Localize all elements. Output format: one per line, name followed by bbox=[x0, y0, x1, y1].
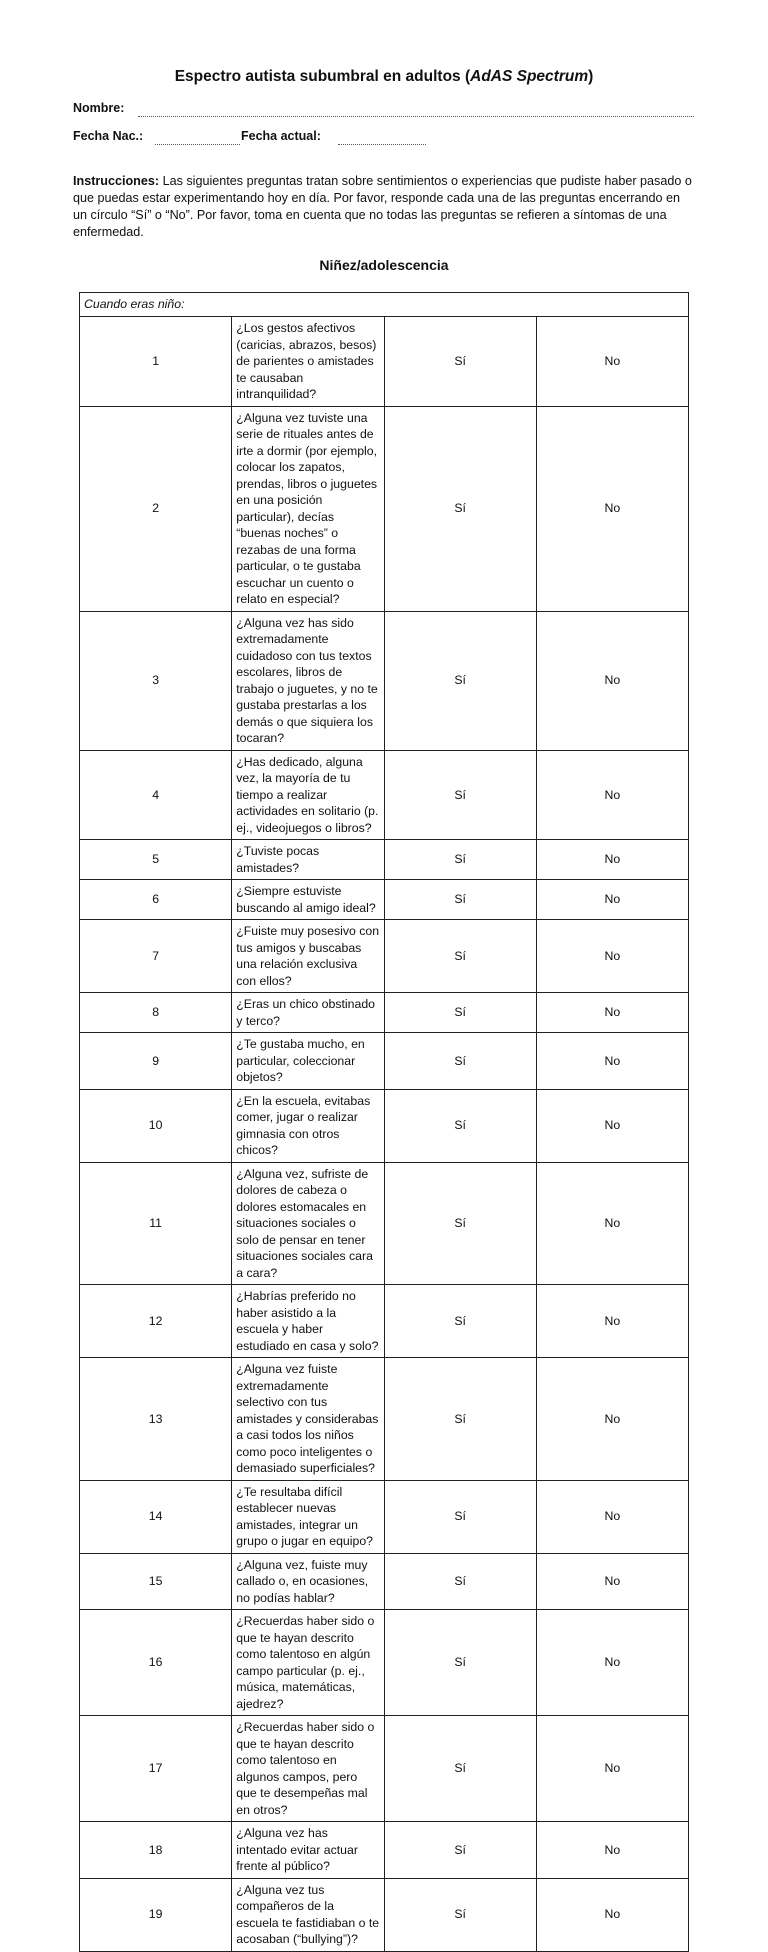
title-italic: AdAS Spectrum bbox=[470, 68, 589, 85]
question-number: 13 bbox=[80, 1358, 232, 1481]
table-row bbox=[80, 920, 689, 993]
question-text: ¿Habrías preferido no haber asistido a la escuela y haber estudiado en casa y solo? bbox=[232, 1285, 384, 1358]
question-text: ¿Eras un chico obstinado y terco? bbox=[232, 993, 384, 1033]
answer-yes-option[interactable]: Sí bbox=[384, 1480, 536, 1553]
question-number: 15 bbox=[80, 1553, 232, 1610]
question-number: 16 bbox=[80, 1610, 232, 1716]
nombre-field[interactable] bbox=[138, 116, 694, 117]
answer-no-option[interactable]: No bbox=[536, 993, 688, 1033]
answer-no-option[interactable]: No bbox=[536, 1162, 688, 1285]
answer-yes-option[interactable]: Sí bbox=[384, 1089, 536, 1162]
answer-no-option[interactable]: No bbox=[536, 317, 688, 407]
title-end: ) bbox=[588, 68, 594, 85]
answer-yes-option[interactable]: Sí bbox=[384, 840, 536, 880]
answer-no-option[interactable]: No bbox=[536, 1033, 688, 1090]
answer-no-option[interactable]: No bbox=[536, 1285, 688, 1358]
answer-no-option[interactable]: No bbox=[536, 1480, 688, 1553]
table-row bbox=[80, 1358, 689, 1481]
answer-yes-option[interactable]: Sí bbox=[384, 1553, 536, 1610]
answer-yes-option[interactable]: Sí bbox=[384, 993, 536, 1033]
instructions-paragraph bbox=[73, 173, 693, 241]
question-text: ¿Alguna vez has sido extremadamente cuidadoso con tus textos escolares, libros de trabajo o juguetes, y no te gustaba prestarlas a los demás o que siquiera los tocaran? bbox=[232, 611, 384, 750]
question-text: ¿Has dedicado, alguna vez, la mayoría de tu tiempo a realizar actividades en solitario (p. ej., videojuegos o libros? bbox=[232, 750, 384, 840]
fecha-actual-label: Fecha actual: bbox=[241, 129, 321, 143]
question-number: 7 bbox=[80, 920, 232, 993]
section-title: Niñez/adolescencia bbox=[319, 257, 449, 273]
fecha-nac-field[interactable] bbox=[155, 144, 240, 145]
answer-no-option[interactable]: No bbox=[536, 1610, 688, 1716]
answer-yes-option[interactable]: Sí bbox=[384, 1358, 536, 1481]
question-text: ¿Recuerdas haber sido o que te hayan descrito como talentoso en algunos campos, pero que te desempeñas mal en otros? bbox=[232, 1716, 384, 1822]
question-number: 1 bbox=[80, 317, 232, 407]
table-row bbox=[80, 1553, 689, 1610]
question-number: 14 bbox=[80, 1480, 232, 1553]
table-row bbox=[80, 317, 689, 407]
answer-no-option[interactable]: No bbox=[536, 880, 688, 920]
answer-yes-option[interactable]: Sí bbox=[384, 611, 536, 750]
table-row bbox=[80, 406, 689, 611]
question-text: ¿Alguna vez has intentado evitar actuar frente al público? bbox=[232, 1822, 384, 1879]
table-row bbox=[80, 1033, 689, 1090]
answer-yes-option[interactable]: Sí bbox=[384, 1878, 536, 1951]
answer-no-option[interactable]: No bbox=[536, 1358, 688, 1481]
question-number: 9 bbox=[80, 1033, 232, 1090]
question-text: ¿Alguna vez, fuiste muy callado o, en ocasiones, no podías hablar? bbox=[232, 1553, 384, 1610]
question-number: 6 bbox=[80, 880, 232, 920]
answer-no-option[interactable]: No bbox=[536, 1716, 688, 1822]
question-number: 11 bbox=[80, 1162, 232, 1285]
question-text: ¿Alguna vez fuiste extremadamente selectivo con tus amistades y considerabas a casi todos los niños como poco inteligentes o demasiado superficiales? bbox=[232, 1358, 384, 1481]
answer-no-option[interactable]: No bbox=[536, 1878, 688, 1951]
question-number: 12 bbox=[80, 1285, 232, 1358]
answer-no-option[interactable]: No bbox=[536, 406, 688, 611]
answer-no-option[interactable]: No bbox=[536, 750, 688, 840]
questionnaire-table bbox=[79, 292, 689, 1952]
title-main: Espectro autista subumbral en adultos ( bbox=[174, 68, 471, 85]
question-text: ¿Tuviste pocas amistades? bbox=[232, 840, 384, 880]
table-row bbox=[80, 1878, 689, 1951]
table-row bbox=[80, 611, 689, 750]
table-row bbox=[80, 1285, 689, 1358]
answer-yes-option[interactable]: Sí bbox=[384, 1033, 536, 1090]
answer-yes-option[interactable]: Sí bbox=[384, 750, 536, 840]
table-row bbox=[80, 1716, 689, 1822]
answer-yes-option[interactable]: Sí bbox=[384, 920, 536, 993]
table-row bbox=[80, 1089, 689, 1162]
question-number: 17 bbox=[80, 1716, 232, 1822]
answer-yes-option[interactable]: Sí bbox=[384, 317, 536, 407]
question-text: ¿Siempre estuviste buscando al amigo ideal? bbox=[232, 880, 384, 920]
table-row bbox=[80, 880, 689, 920]
answer-no-option[interactable]: No bbox=[536, 1553, 688, 1610]
table-row bbox=[80, 993, 689, 1033]
table-row bbox=[80, 1610, 689, 1716]
question-text: ¿Alguna vez, sufriste de dolores de cabeza o dolores estomacales en situaciones sociales o solo de pensar en tener situaciones sociales cara a cara? bbox=[232, 1162, 384, 1285]
question-text: ¿Recuerdas haber sido o que te hayan descrito como talentoso en algún campo particular (p. ej., música, matemáticas, ajedrez? bbox=[232, 1610, 384, 1716]
question-text: ¿Fuiste muy posesivo con tus amigos y buscabas una relación exclusiva con ellos? bbox=[232, 920, 384, 993]
question-number: 3 bbox=[80, 611, 232, 750]
answer-no-option[interactable]: No bbox=[536, 920, 688, 993]
answer-yes-option[interactable]: Sí bbox=[384, 1716, 536, 1822]
answer-yes-option[interactable]: Sí bbox=[384, 1285, 536, 1358]
question-number: 8 bbox=[80, 993, 232, 1033]
instructions-text: Las siguientes preguntas tratan sobre sentimientos o experiencias que pudiste haber pasado o que puedas estar experimentando hoy en día. Por favor, responde cada una de las preguntas encerrando en un círculo “Sí” o “No”. Por favor, toma en cuenta que no todas las preguntas se refieren a síntomas de una enfermedad. bbox=[73, 174, 692, 239]
question-number: 18 bbox=[80, 1822, 232, 1879]
fecha-actual-field[interactable] bbox=[338, 144, 426, 145]
table-row bbox=[80, 1822, 689, 1879]
answer-no-option[interactable]: No bbox=[536, 611, 688, 750]
answer-yes-option[interactable]: Sí bbox=[384, 1610, 536, 1716]
answer-yes-option[interactable]: Sí bbox=[384, 1162, 536, 1285]
answer-no-option[interactable]: No bbox=[536, 1089, 688, 1162]
table-row bbox=[80, 1162, 689, 1285]
question-number: 10 bbox=[80, 1089, 232, 1162]
question-text: ¿Los gestos afectivos (caricias, abrazos, besos) de parientes o amistades te causaban intranquilidad? bbox=[232, 317, 384, 407]
answer-no-option[interactable]: No bbox=[536, 1822, 688, 1879]
table-caption-row bbox=[80, 293, 689, 317]
question-text: ¿En la escuela, evitabas comer, jugar o realizar gimnasia con otros chicos? bbox=[232, 1089, 384, 1162]
answer-yes-option[interactable]: Sí bbox=[384, 880, 536, 920]
question-number: 4 bbox=[80, 750, 232, 840]
nombre-label: Nombre: bbox=[73, 101, 125, 115]
table-caption: Cuando eras niño: bbox=[80, 293, 689, 317]
table-row bbox=[80, 840, 689, 880]
question-number: 2 bbox=[80, 406, 232, 611]
answer-no-option[interactable]: No bbox=[536, 840, 688, 880]
question-text: ¿Alguna vez tuviste una serie de rituales antes de irte a dormir (por ejemplo, colocar los zapatos, prendas, libros o juguetes en una posición particular), decías “buenas noches” o rezabas de una forma particular, o te gustaba escuchar un cuento o relato en especial? bbox=[232, 406, 384, 611]
answer-yes-option[interactable]: Sí bbox=[384, 1822, 536, 1879]
page-title bbox=[0, 68, 768, 86]
table-row bbox=[80, 750, 689, 840]
question-text: ¿Te resultaba difícil establecer nuevas amistades, integrar un grupo o jugar en equipo? bbox=[232, 1480, 384, 1553]
table-row bbox=[80, 1480, 689, 1553]
question-text: ¿Te gustaba mucho, en particular, coleccionar objetos? bbox=[232, 1033, 384, 1090]
instructions-label: Instrucciones: bbox=[73, 174, 160, 188]
question-number: 5 bbox=[80, 840, 232, 880]
question-number: 19 bbox=[80, 1878, 232, 1951]
fecha-nac-label: Fecha Nac.: bbox=[73, 129, 144, 143]
answer-yes-option[interactable]: Sí bbox=[384, 406, 536, 611]
question-text: ¿Alguna vez tus compañeros de la escuela te fastidiaban o te acosaban (“bullying”)? bbox=[232, 1878, 384, 1951]
